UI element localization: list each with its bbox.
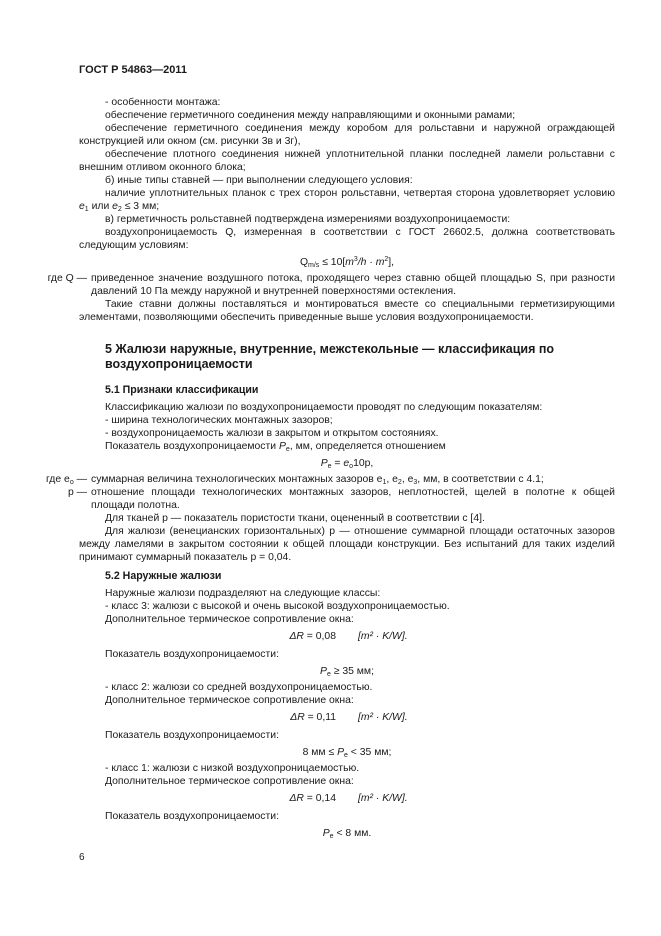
external-blinds-intro: Наружные жалюзи подразделяют на следующие классы: bbox=[105, 588, 381, 599]
class-1-perm-label: Показатель воздухопроницаемости: bbox=[105, 811, 279, 822]
class-3-perm-formula: $P_e \ge 35$ мм; bbox=[320, 666, 374, 678]
classification-intro: Классификацию жалюзи по воздухопроницаемости проводят по следующим показателям: bbox=[105, 402, 543, 413]
class-1-line: - класс 1: жалюзи с низкой воздухопроницаемостью. bbox=[105, 763, 360, 774]
definition-eo-label: где $e_o$ — bbox=[45, 474, 87, 486]
definition-p bbox=[67, 486, 615, 512]
formula-q: $Q_{m/s} \le 10[m^3/h \cdot m^2]$, bbox=[299, 256, 395, 269]
permeability-index-text: Показатель воздухопроницаемости $P_e$, мм, определяется отношением bbox=[105, 441, 446, 453]
class-2-dr-formula: ΔR = 0,11 [m² · K/W]. bbox=[290, 712, 408, 723]
page-number: 6 bbox=[79, 852, 85, 863]
mounting-item: - особенности монтажа: bbox=[105, 97, 221, 108]
class-3-line: - класс 3: жалюзи с высокой и очень высокой воздухопроницаемостью. bbox=[105, 601, 450, 612]
definition-p-text: отношение площади технологических монтажных зазоров, неплотностей, щелей в полотне к общей площади полотна. bbox=[91, 487, 615, 511]
seal-item-3: обеспечение плотного соединения нижней уплотнительной планки последней ламели рольставни с внешним отливом оконного блока; bbox=[79, 149, 615, 173]
definition-q-text: приведенное значение воздушного потока, проходящего через ставню общей площадью S, при разности давлений 10 Па между наружной и внутренней поверхностями остекления. bbox=[91, 273, 615, 297]
definition-p-label: p — bbox=[67, 487, 87, 498]
page-content bbox=[45, 96, 615, 843]
airtightness-item: в) герметичность рольставней подтверждена измерениями воздухопроницаемости: bbox=[105, 214, 511, 225]
class-1-dr-formula: ΔR = 0,14 [m² · K/W]. bbox=[289, 793, 408, 804]
other-shutter-types: б) иные типы ставней — при выполнении следующего условия: bbox=[105, 175, 413, 186]
seal-item-2: обеспечение герметичного соединения между коробом для рольставни и наружной ограждающей конструкцией или окном (см. рисунки 3в и 3г), bbox=[79, 123, 615, 147]
sealing-strips-condition: наличие уплотнительных планок с трех сторон рольставни, четвертая сторона удовлетворяет условию $e_1$ или $e_2 \le 3$ мм; bbox=[79, 188, 615, 213]
permeability-text: воздухопроницаемость Q, измеренная в соответствии с ГОСТ 26602.5, должна соответствовать следующим условиям: bbox=[79, 227, 615, 251]
class-2-dr-label: Дополнительное термическое сопротивление окна: bbox=[105, 695, 354, 706]
classification-list-item-1: - ширина технологических монтажных зазоров; bbox=[105, 415, 333, 426]
definition-q-label: где Q — bbox=[47, 273, 87, 284]
class-3-perm-label: Показатель воздухопроницаемости: bbox=[105, 649, 279, 660]
class-1-dr-label: Дополнительное термическое сопротивление окна: bbox=[105, 776, 354, 787]
section-5-2-title: 5.2 Наружные жалюзи bbox=[105, 570, 222, 582]
class-2-perm-formula: 8 мм ≤ $P_e < 35$ мм; bbox=[302, 747, 392, 759]
venetian-paragraph: Для жалюзи (венецианских горизонтальных) p — отношение суммарной площади остаточных зазоров между ламелями в закрытом состоянии к общей площади конструкции. Без испытаний для таких изделий принимают суммарный показатель p = 0,04. bbox=[79, 526, 615, 563]
section-5-title: 5 Жалюзи наружные, внутренние, межстекольные — классификация по воздухопроницаемости bbox=[105, 342, 555, 371]
class-1-perm-formula: $P_e < 8$ мм. bbox=[322, 828, 372, 840]
document-header: ГОСТ Р 54863—2011 bbox=[79, 64, 187, 76]
classification-list-item-2: - воздухопроницаемость жалюзи в закрытом и открытом состояниях. bbox=[105, 428, 439, 439]
class-2-perm-label: Показатель воздухопроницаемости: bbox=[105, 730, 279, 741]
formula-pe: $P_e = e_o10p$, bbox=[320, 458, 374, 470]
class-1-block bbox=[79, 762, 615, 840]
class-2-line: - класс 2: жалюзи со средней воздухопроницаемостью. bbox=[105, 682, 373, 693]
class-3-block bbox=[79, 600, 615, 678]
class-3-dr-formula: ΔR = 0,08 [m² · K/W]. bbox=[289, 631, 408, 642]
definition-eo-text: суммарная величина технологических монтажных зазоров $e_1$, $e_2$, $e_3$, мм, в соответствии с 4.1; bbox=[91, 474, 544, 486]
class-2-block bbox=[79, 681, 615, 759]
fabric-paragraph: Для тканей p — показатель пористости ткани, оцененный в соответствии с [4]. bbox=[105, 513, 485, 524]
class-3-dr-label: Дополнительное термическое сопротивление окна: bbox=[105, 614, 354, 625]
definition-q bbox=[47, 272, 615, 298]
closing-paragraph: Такие ставни должны поставляться и монтироваться вместе со специальными герметизирующими элементами, позволяющими обеспечить приведенные выше условия воздухопроницаемости. bbox=[79, 299, 615, 323]
seal-item-1: обеспечение герметичного соединения между направляющими и оконными рамами; bbox=[105, 110, 516, 121]
section-5-1-title: 5.1 Признаки классификации bbox=[105, 384, 259, 396]
definition-eo bbox=[45, 473, 615, 486]
